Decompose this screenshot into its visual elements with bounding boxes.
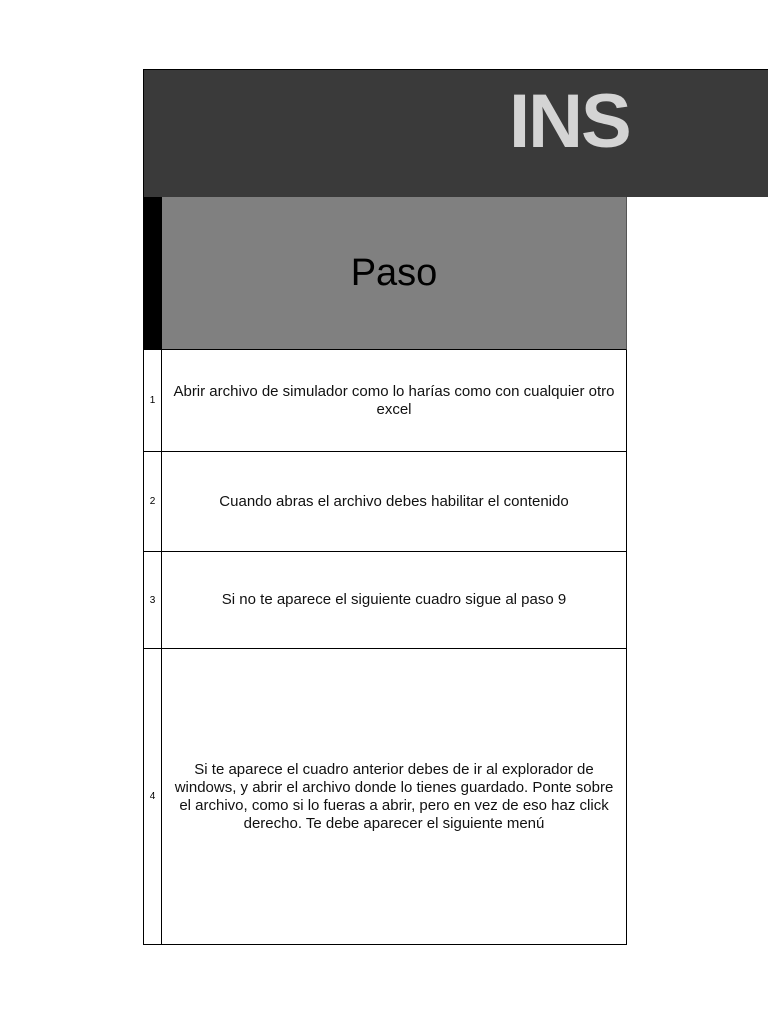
title-banner [143, 69, 768, 197]
step-text: Si no te aparece el siguiente cuadro sigue al paso 9 [162, 552, 627, 649]
step-text: Si te aparece el cuadro anterior debes de ir al explorador de windows, y abrir el archivo donde lo tienes guardado. Ponte sobre el archivo, como si lo fueras a abrir, pero en vez de eso haz click derecho. Te debe aparecer el siguiente menú [162, 649, 627, 945]
step-number: 3 [143, 552, 162, 649]
step-number: 2 [143, 452, 162, 552]
banner-title: INS [509, 79, 630, 164]
step-number: 1 [143, 350, 162, 452]
table-header-row [143, 197, 627, 350]
steps-table [143, 197, 627, 945]
table-row [143, 552, 627, 649]
step-number: 4 [143, 649, 162, 945]
table-row [143, 452, 627, 552]
table-row [143, 350, 627, 452]
step-text: Cuando abras el archivo debes habilitar el contenido [162, 452, 627, 552]
table-row [143, 649, 627, 945]
header-paso-cell: Paso [162, 197, 627, 350]
step-text: Abrir archivo de simulador como lo harías como con cualquier otro excel [162, 350, 627, 452]
header-number-cell [143, 197, 162, 350]
